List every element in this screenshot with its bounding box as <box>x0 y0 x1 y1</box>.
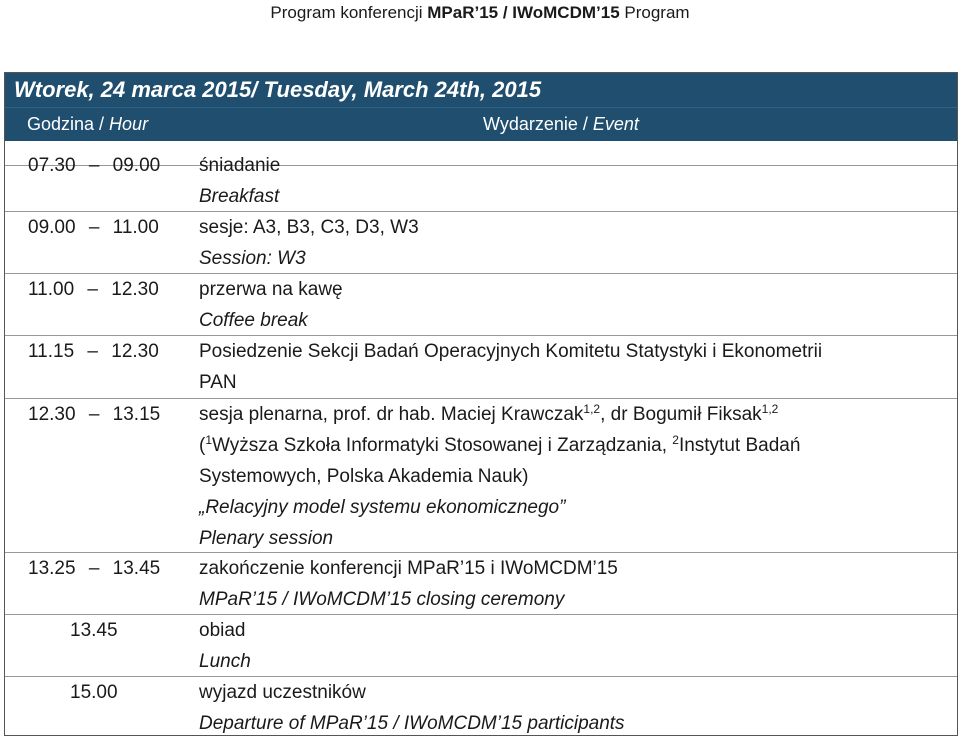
schedule-row <box>5 212 957 274</box>
row-time: 07.30 – 09.00 <box>28 155 161 176</box>
schedule-table <box>4 72 958 736</box>
event-english: MPaR’15 / IWoMCDM’15 closing ceremony <box>199 589 565 610</box>
event-column-header: Wydarzenie / Event <box>483 114 639 134</box>
row-time: 13.25 – 13.45 <box>28 558 161 579</box>
schedule-row <box>5 677 957 735</box>
row-event <box>199 212 419 274</box>
event-polish: zakończenie konferencji MPaR’15 i IWoMCDM’15 <box>199 558 618 579</box>
schedule-row <box>5 336 957 399</box>
row-time: 11.00 – 12.30 <box>28 279 159 300</box>
hour-column-header: Godzina / Hour <box>27 114 149 134</box>
plenary-speakers: sesja plenarna, prof. dr hab. Maciej Krawczak$^{1,2}$, dr Bogumił Fiksak$^{1,2}$ <box>199 402 779 425</box>
row-time: 15.00 <box>70 682 118 703</box>
row-time: 09.00 – 11.00 <box>28 217 159 238</box>
page-header <box>0 0 960 26</box>
schedule-row <box>5 150 957 212</box>
event-english: Lunch <box>199 651 251 672</box>
event-polish: śniadanie <box>199 155 281 176</box>
column-header-row <box>5 107 957 141</box>
event-polish: wyjazd uczestników <box>199 682 366 703</box>
plenary-affiliations: ($^1$Wyższa Szkoła Informatyki Stosowanej i Zarządzania, $^2$Instytut Badań <box>199 433 801 456</box>
event-polish: przerwa na kawę <box>199 279 343 300</box>
row-event <box>199 336 822 398</box>
schedule-row <box>5 274 957 336</box>
event-english: Departure of MPaR’15 / IWoMCDM’15 participants <box>199 713 625 734</box>
event-polish: Posiedzenie Sekcji Badań Operacyjnych Komitetu Statystyki i Ekonometrii <box>199 341 823 362</box>
event-polish-continued: PAN <box>199 372 237 393</box>
schedule-row <box>5 615 957 677</box>
event-english: Breakfast <box>199 186 280 207</box>
schedule-row <box>5 553 957 615</box>
row-event <box>199 677 625 739</box>
row-time: 11.15 – 12.30 <box>28 341 159 362</box>
header-suffix: Program <box>619 3 690 22</box>
row-time: 12.30 – 13.15 <box>28 404 161 425</box>
schedule-row <box>5 399 957 553</box>
plenary-talk-title: „Relacyjny model systemu ekonomicznego” <box>199 497 566 518</box>
event-polish: obiad <box>199 620 246 641</box>
header-prefix: Program konferencji <box>270 3 428 22</box>
header-conference-name: MPaR’15 / IWoMCDM’15 <box>427 3 620 22</box>
row-event <box>199 615 251 677</box>
row-event <box>199 150 280 212</box>
event-english: Plenary session <box>199 528 334 549</box>
row-event <box>199 553 618 615</box>
event-english: Coffee break <box>199 310 308 331</box>
row-event <box>199 274 343 336</box>
row-event <box>199 399 800 554</box>
day-banner <box>5 73 957 107</box>
day-title: Wtorek, 24 marca 2015/ Tuesday, March 24th, 2015 <box>14 77 542 102</box>
row-time: 13.45 <box>70 620 118 641</box>
event-polish: sesje: A3, B3, C3, D3, W3 <box>199 217 419 238</box>
plenary-affiliations-continued: Systemowych, Polska Akademia Nauk) <box>199 466 529 487</box>
event-english: Session: W3 <box>199 248 306 269</box>
